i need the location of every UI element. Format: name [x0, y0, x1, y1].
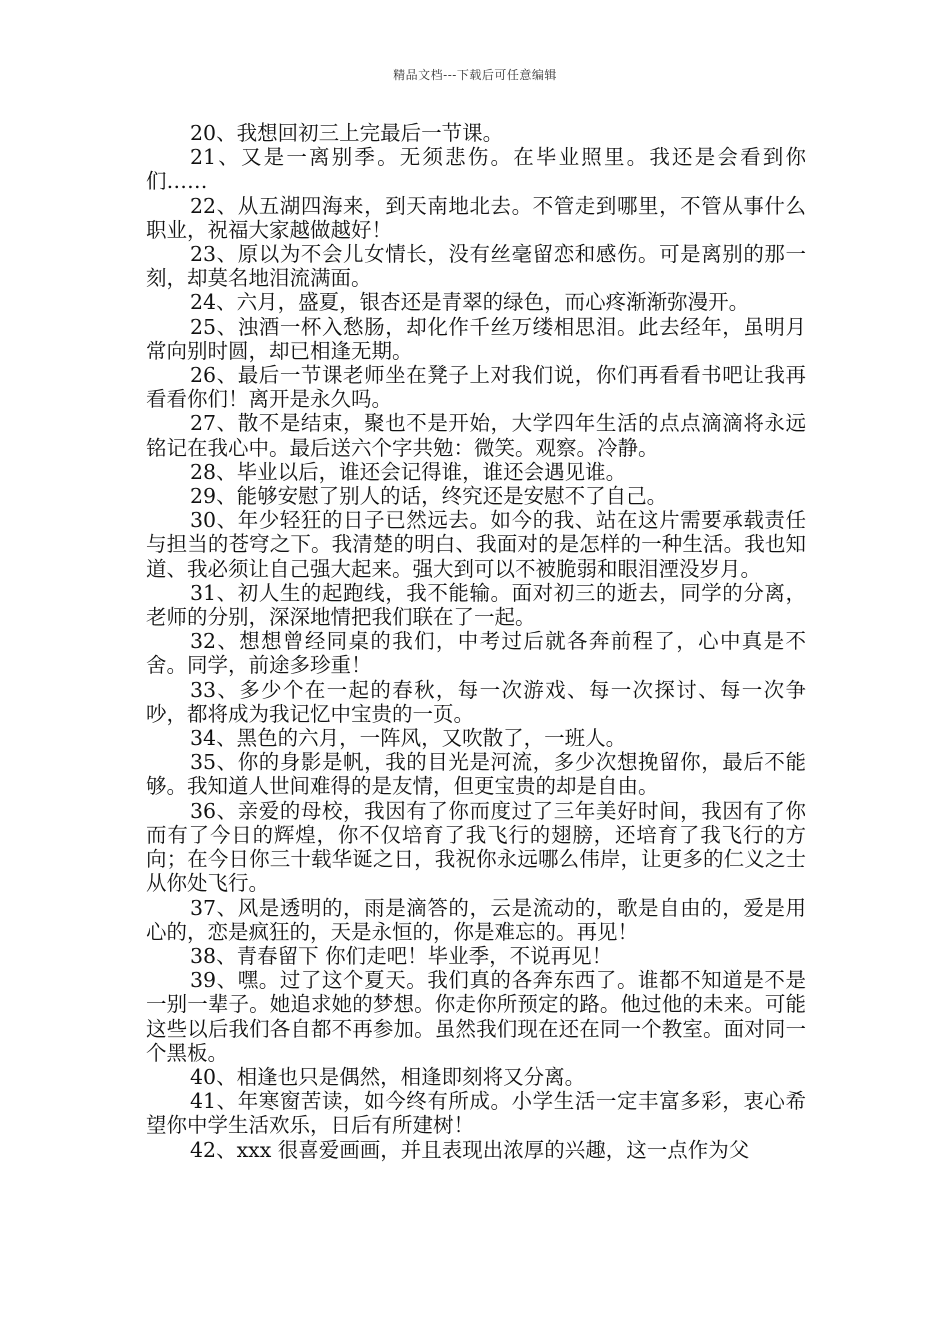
paragraph-31: 31、初人生的起跑线，我不能输。面对初三的逝去，同学的分离，老师的分别，深深地情把我们联在了一起。 [146, 580, 806, 630]
paragraph-37: 37、风是透明的，雨是滴答的，云是流动的，歌是自由的，爱是用心的，恋是疯狂的，天是永恒的，你是难忘的。再见！ [146, 895, 806, 944]
paragraph-30: 30、年少轻狂的日子已然远去。如今的我、站在这片需要承载责任与担当的苍穹之下。我清楚的明白、我面对的是怎样的一种生活。我也知道、我必须让自己强大起来。强大到可以不被脆弱和眼泪湮没岁月。 [146, 508, 806, 581]
paragraph-40: 40、相逢也只是偶然，相逢即刻将又分离。 [190, 1064, 586, 1089]
paragraph-25: 25、浊酒一杯入愁肠，却化作千丝万缕相思泪。此去经年，虽明月常向别时圆，却已相逢无期。 [146, 314, 806, 363]
paragraph-38: 38、青春留下 你们走吧！毕业季，不说再见！ [190, 943, 613, 968]
paragraph-28: 28、毕业以后，谁还会记得谁，谁还会遇见谁。 [190, 459, 627, 484]
paragraph-22: 22、从五湖四海来，到天南地北去。不管走到哪里，不管从事什么职业，祝福大家越做越好！ [146, 193, 806, 242]
page-header: 精品文档---下载后可任意编辑 [393, 68, 557, 82]
paragraph-41: 41、年寒窗苦读，如今终有所成。小学生活一定丰富多彩，衷心希望你中学生活欢乐，日后有所建树！ [146, 1089, 806, 1138]
paragraph-35: 35、你的身影是帆，我的目光是河流，多少次想挽留你，最后不能够。我知道人世间难得的是友情，但更宝贵的却是自由。 [146, 750, 806, 799]
paragraph-24: 24、六月，盛夏，银杏还是青翠的绿色，而心疼渐渐弥漫开。 [190, 290, 750, 315]
document-body [146, 121, 806, 1162]
paragraph-32: 32、想想曾经同桌的我们，中考过后就各奔前程了，心中真是不舍。同学，前途多珍重！ [146, 629, 806, 678]
paragraph-42: 42、xxx 很喜爱画画，并且表现出浓厚的兴趣，这一点作为父 [190, 1137, 750, 1162]
paragraph-36: 36、亲爱的母校，我因有了你而度过了三年美好时间，我因有了你而有了今日的辉煌，你不仅培育了我飞行的翅膀，还培育了我飞行的方向；在今日你三十载华诞之日，我祝你永远哪么伟岸，让更多的仁义之士从你处飞行。 [146, 798, 806, 896]
paragraph-34: 34、黑色的六月，一阵风，又吹散了，一班人。 [190, 726, 627, 751]
paragraph-21: 21、又是一离别季。无须悲伤。在毕业照里。我还是会看到你们…… [146, 145, 806, 194]
paragraph-39: 39、嘿。过了这个夏天。我们真的各奔东西了。谁都不知道是不是一别一辈子。她追求她的梦想。你走你所预定的路。他过他的未来。可能这些以后我们各自都不再参加。虽然我们现在还在同一个教室。面对同一个黑板。 [146, 968, 806, 1065]
paragraph-27: 27、散不是结束，聚也不是开始，大学四年生活的点点滴滴将永远铭记在我心中。最后送六个字共勉：微笑。观察。冷静。 [146, 411, 806, 460]
paragraph-20: 20、我想回初三上完最后一节课。 [190, 121, 504, 145]
paragraph-23: 23、原以为不会儿女情长，没有丝毫留恋和感伤。可是离别的那一刻，却莫名地泪流满面。 [146, 242, 806, 291]
paragraph-26: 26、最后一节课老师坐在凳子上对我们说，你们再看看书吧让我再看看你们！离开是永久吗。 [146, 363, 806, 412]
paragraph-33: 33、多少个在一起的春秋，每一次游戏、每一次探讨、每一次争吵，都将成为我记忆中宝贵的一页。 [146, 677, 806, 726]
paragraph-29: 29、能够安慰了别人的话，终究还是安慰不了自己。 [190, 484, 668, 509]
